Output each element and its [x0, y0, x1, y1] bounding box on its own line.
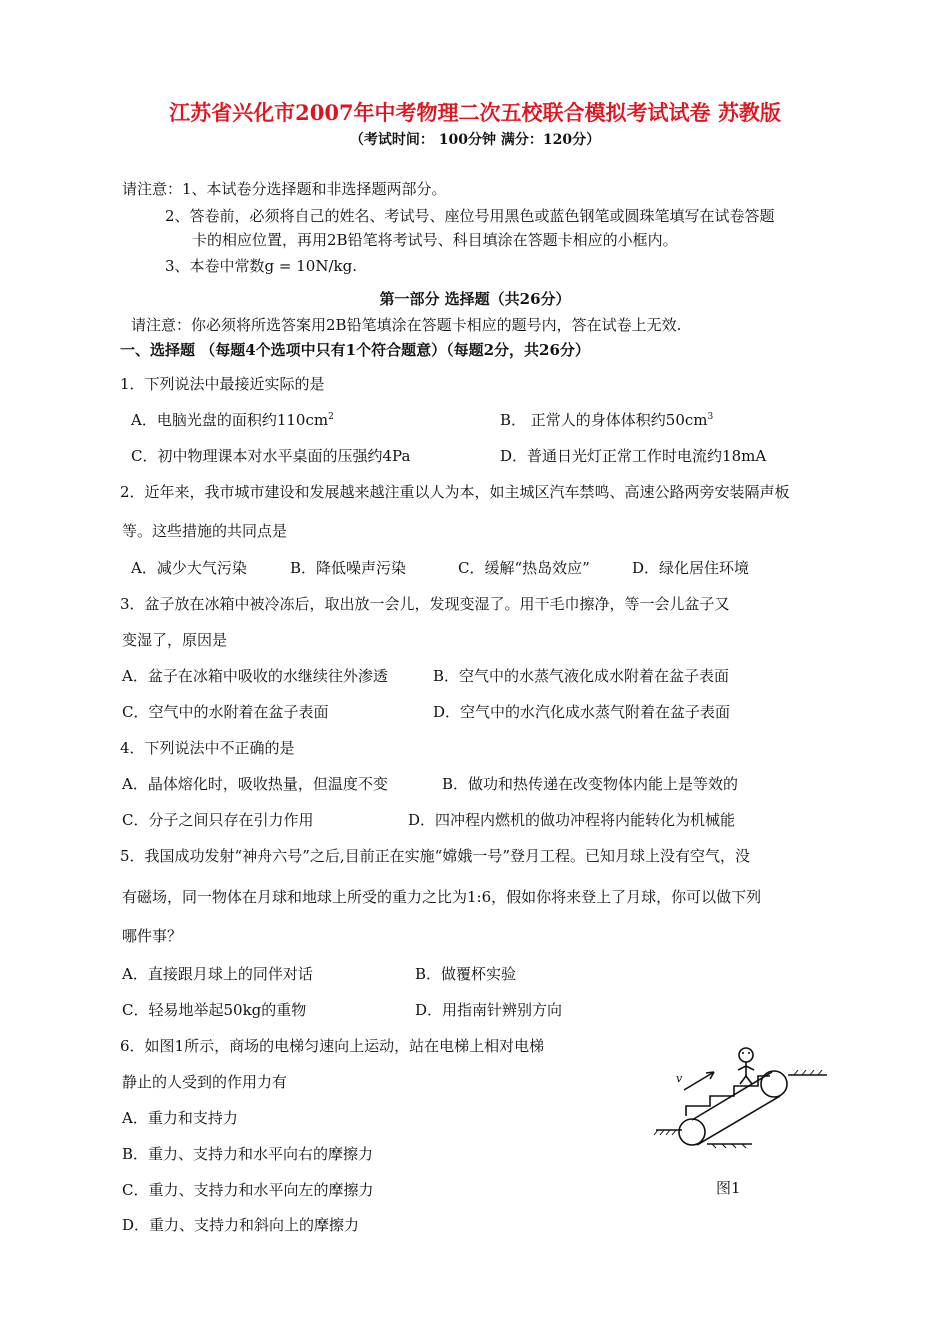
q1-option-d: D．普通日光灯正常工作时电流约18mA: [500, 447, 767, 465]
q1-stem: 1．下列说法中最接近实际的是: [120, 375, 325, 393]
q6-option-c: C．重力、支持力和水平向左的摩擦力: [122, 1181, 374, 1199]
q5-stem-line2: 有磁场，同一物体在月球和地球上所受的重力之比为1:6，假如你将来登上了月球，你可以做下列: [122, 888, 762, 906]
part1-title: 第一部分 选择题（共26分）: [379, 290, 571, 308]
q5-stem-line1: 5．我国成功发射“神舟六号”之后,目前正在实施“嫦娥一号”登月工程。已知月球上没有空气，没: [120, 847, 750, 865]
q3-stem-line1: 3．盆子放在冰箱中被冷冻后，取出放一会儿，发现变湿了。用干毛巾擦净，等一会儿盆子又: [120, 595, 730, 613]
note-line-2: 2、答卷前，必须将自己的姓名、考试号、座位号用黑色或蓝色钢笔或圆珠笔填写在试卷答题: [165, 207, 775, 225]
exam-subtitle: （考试时间： 100分钟 满分：120分）: [349, 132, 601, 148]
q4-stem: 4．下列说法中不正确的是: [120, 739, 295, 757]
q6-option-a: A．重力和支持力: [122, 1109, 238, 1127]
q1-option-c: C．初中物理课本对水平桌面的压强约4Pa: [131, 447, 411, 465]
q3-stem-line2: 变湿了，原因是: [122, 631, 228, 649]
exam-title: 江苏省兴化市2007年中考物理二次五校联合模拟考试试卷 苏教版: [169, 100, 781, 125]
q3-option-c: C．空气中的水附着在盆子表面: [122, 703, 329, 721]
q5-stem-line3: 哪件事？: [122, 927, 183, 945]
person-face: [742, 1052, 750, 1054]
q3-option-d: D．空气中的水汽化成水蒸气附着在盆子表面: [433, 703, 731, 721]
q6-stem-line1: 6．如图1所示，商场的电梯匀速向上运动，站在电梯上相对电梯: [120, 1037, 545, 1055]
q1-option-a-sup: 2: [328, 412, 334, 422]
q2-option-c: C．缓解“热岛效应”: [458, 559, 590, 577]
q1-option-a-text: A．电脑光盘的面积约110cm: [131, 411, 329, 429]
velocity-label: v: [676, 1072, 683, 1085]
q1-option-b: [500, 410, 713, 430]
q5-option-d: D．用指南针辨别方向: [415, 1001, 563, 1019]
note-line-3: 卡的相应位置，再用2B铅笔将考试号、科目填涂在答题卡相应的小框内。: [192, 231, 678, 249]
q4-option-d: D．四冲程内燃机的做功冲程将内能转化为机械能: [408, 811, 736, 829]
part1-note: 请注意：你必须将所选答案用2B铅笔填涂在答题卡相应的题号内，答在试卷上无效.: [131, 316, 682, 334]
q5-option-a: A．直接跟月球上的同伴对话: [122, 965, 313, 983]
escalator-drawing: [654, 1048, 827, 1148]
q1-option-b-sup: 3: [707, 412, 714, 422]
q6-stem-line2: 静止的人受到的作用力有: [122, 1073, 288, 1091]
q2-stem-line2: 等。这些措施的共同点是: [122, 522, 288, 540]
q6-option-d: D．重力、支持力和斜向上的摩擦力: [122, 1216, 360, 1234]
q4-option-c: C．分子之间只存在引力作用: [122, 811, 314, 829]
q1-option-b-text: B． 正常人的身体体积约50cm: [500, 411, 708, 429]
q4-option-b: B．做功和热传递在改变物体内能上是等效的: [442, 775, 739, 793]
figure-caption: 图1: [716, 1179, 741, 1197]
q2-option-a: A．减少大气污染: [131, 559, 247, 577]
q5-option-b: B．做覆杯实验: [415, 965, 517, 983]
q2-stem-line1: 2．近年来，我市城市建设和发展越来越注重以人为本，如主城区汽车禁鸣、高速公路两旁安装隔声板: [120, 483, 790, 501]
q3-option-b: B．空气中的水蒸气液化成水附着在盆子表面: [433, 667, 730, 685]
q2-option-b: B．降低噪声污染: [290, 559, 407, 577]
q5-option-c: C．轻易地举起50kg的重物: [122, 1001, 307, 1019]
note-line-4: 3、本卷中常数g = 10N/kg.: [165, 257, 357, 275]
section-heading: 一、选择题 （每题4个选项中只有1个符合题意）（每题2分，共26分）: [120, 341, 590, 359]
q2-option-d: D．绿化居住环境: [632, 559, 750, 577]
q3-option-a: A．盆子在冰箱中吸收的水继续往外渗透: [122, 667, 388, 685]
q4-option-a: A．晶体熔化时，吸收热量，但温度不变: [122, 775, 388, 793]
q1-option-a: [131, 410, 334, 430]
q6-option-b: B．重力、支持力和水平向右的摩擦力: [122, 1145, 374, 1163]
escalator-figure: [652, 1040, 832, 1152]
note-line-1: 请注意：1、本试卷分选择题和非选择题两部分。: [122, 180, 447, 198]
